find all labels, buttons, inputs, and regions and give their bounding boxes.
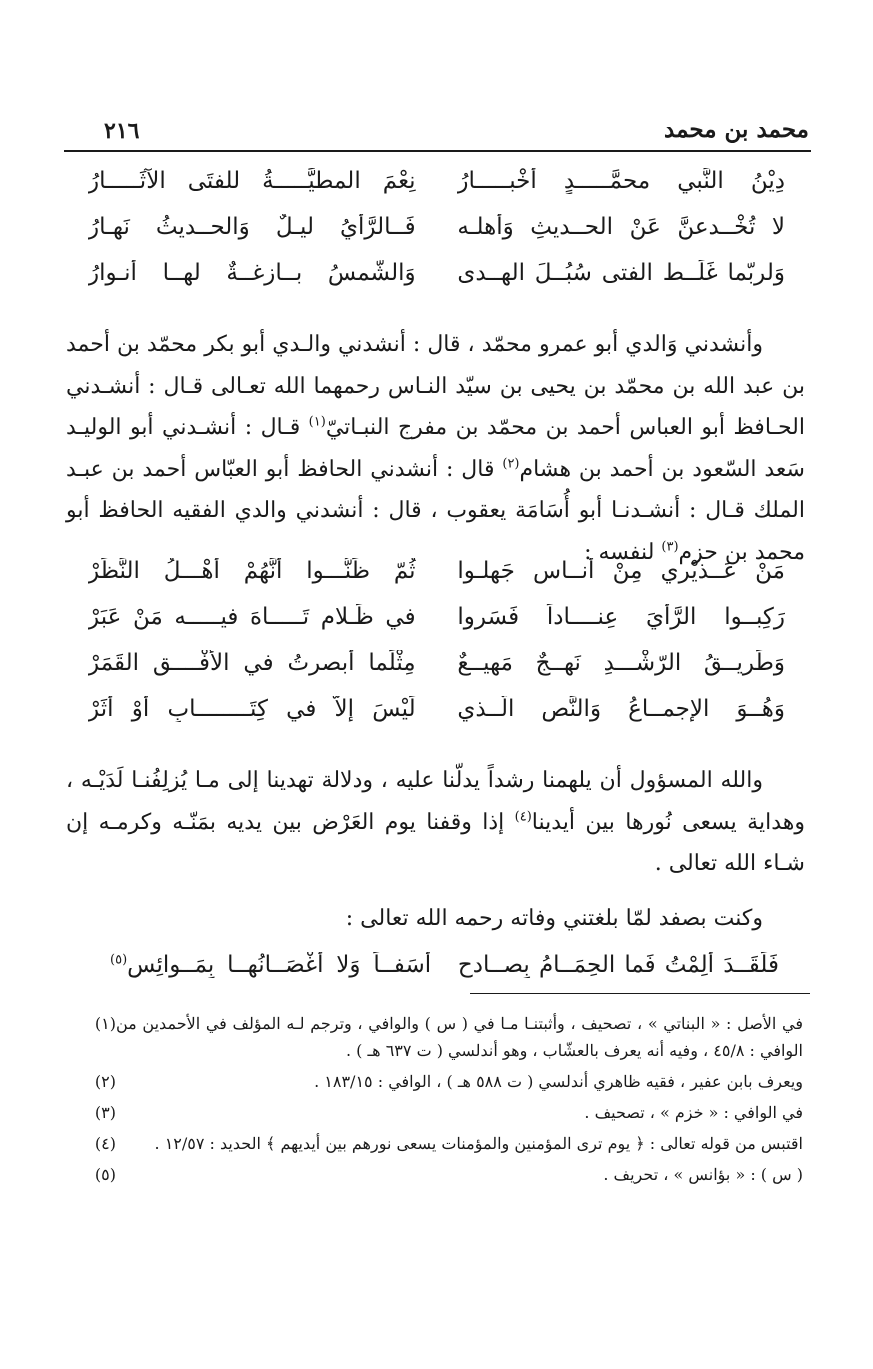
footnote-ref-1[interactable]: (١) [308, 414, 326, 430]
verse-second-hemistich: في ظَـلام تَـــــاهَ فيـــــه مَنْ عَبَرْ [88, 604, 416, 630]
verse-first-hemistich: مَنْ عَــذيْري مِنْ أُنــاسٍ جَهِلـوا [457, 558, 785, 584]
verse-second-hemistich [110, 952, 431, 978]
paragraph-text [66, 324, 805, 573]
verse-second-hemistich: فَــالرَّأيُ ليـلٌ وَالحــديثُ نَهـارُ [88, 214, 416, 240]
paragraph-text [66, 760, 805, 885]
footnote-text: في الأصل : « البناتي » ، تصحيف ، وأثبتنـا مـا في ( س ) والوافي ، وترجم لـه المؤلف في الأحمدين من الوافي : ٤٥/٨ ، وفيه أنه يعرف بالعشّاب ، وهو أندلسي ( ت ٦٣٧ هـ ) . [116, 1014, 803, 1060]
verse-first-hemistich: وَطَريــقُ الرّشْـــدِ نَهــجٌ مَهيــعٌ [457, 650, 785, 676]
footnote-ref-4[interactable]: (٤) [514, 809, 532, 825]
verse-row [88, 696, 785, 742]
footnote [70, 1068, 803, 1095]
verse-block-1 [88, 168, 785, 306]
footnote [70, 1099, 803, 1126]
verse-second-hemistich: ثُمّ ظَنُّـــوا أَنَّهُمْ أَهْـــلُ النَّظَرْ [88, 558, 416, 584]
paragraph-text-segment: والله المسؤول أن يلهمنا رشداً يدلّنا عليه ، ودلالة تهدينا إلى مـا يُزلِفُنـا لَدَيْـه ، وهداية يسعى نُورها بين أيدينا [66, 768, 805, 835]
verse-first-hemistich: وَهُــوَ الإجمــاعُ وَالنَّص الّــذي [457, 696, 785, 722]
footnote-ref-2[interactable]: (٢) [502, 456, 520, 472]
footnote [70, 1161, 803, 1188]
footnotes [70, 1010, 803, 1192]
verse-second-hemistich: وَالشَّمسُ بــازغــةٌ لهــا أنـوارُ [88, 260, 416, 286]
paragraph-text-segment: إذا وقفنا يوم العَرْض بين يديه بمَنّـه وكرمـه إن شـاء الله تعالى . [66, 809, 805, 876]
verse-text: أَسَفــاً وَلا أَغْصَــانُهــا بِمَــوائِسِ [127, 952, 432, 978]
final-verse [110, 952, 779, 978]
footnote-number: (٣) [94, 1103, 116, 1122]
footnote-separator [470, 993, 810, 994]
page-number: ٢١٦ [104, 118, 140, 144]
verse-row [88, 260, 785, 306]
paragraph-isnad [66, 324, 805, 573]
verse-first-hemistich: وَلربّما غَلَــط الفتى سُبُــلَ الهــدى [457, 260, 785, 286]
verse-block-2 [88, 558, 785, 742]
paragraph-text-segment: وأنشدني وَالدي أبو عمرو محمّد ، قال : أنشدني والـدي أبو بكر محمّد بن أحمد بن عبد الله بن محمّد بن يحيى بن سيّد النـاس رحمهما الله تعـالى قـال : أنشـدني الحـافظ أبو العباس أحمد بن محمّد بن مفرج النبـاتيّ [66, 332, 805, 440]
footnote [70, 1130, 803, 1157]
verse-first-hemistich: فَلَقَــدَ أَلِمْتُ فَما الحِمَــامُ بِصــادحٍ [457, 952, 779, 978]
footnote-number: (١) [94, 1014, 116, 1033]
paragraph-prayer [66, 760, 805, 885]
verse-row [88, 214, 785, 260]
footnote-ref-5[interactable]: (٥) [110, 952, 128, 968]
paragraph-safad [66, 898, 805, 940]
verse-row [88, 168, 785, 214]
page-header [64, 112, 811, 152]
footnote-number: (٤) [94, 1134, 116, 1153]
footnote-text: ( س ) : « بؤانس » ، تحريف . [603, 1165, 803, 1184]
running-title: محمد بن محمد [664, 116, 809, 143]
footnote-number: (٢) [94, 1072, 116, 1091]
footnote-text: ويعرف بابن عفير ، فقيه ظاهري أندلسي ( ت ٥٨٨ هـ ) ، الوافي : ١٨٣/١٥ . [314, 1072, 803, 1091]
verse-second-hemistich: نِعْمَ المطيَّـــــةُ للفتَى الآثَـــــارُ [88, 168, 416, 194]
paragraph-text: وكنت بصفد لمّا بلغتني وفاته رحمه الله تعالى : [345, 906, 763, 931]
paragraph-text-segment: قال : أنشدني الحافظ أبو العبّاس أحمد بن عبـد الملك قـال : أنشـدنـا أبو أُسَامَة يعقوب ، قال : أنشدني والدي الفقيه الحافظ أبو محمد بن حزم [66, 456, 805, 565]
footnote-text: في الوافي : « خزم » ، تصحيف . [584, 1103, 803, 1122]
verse-row [88, 558, 785, 604]
verse-row [88, 604, 785, 650]
verse-row [88, 650, 785, 696]
paragraph-text-segment: لنفسه : [584, 539, 662, 565]
verse-first-hemistich: لا تُخْــدعنَّ عَنْ الحــديثِ وَأَهلـه [457, 214, 785, 240]
footnote-ref-3[interactable]: (٣) [661, 539, 679, 555]
paragraph-text-segment: قـال : أنشـدني أبو الوليـد سَعد السّعود بن أحمد بن هشام [66, 415, 805, 482]
verse-second-hemistich: مِثْلَما أبصرتُ في الأفْــــقِ القَمَرْ [88, 650, 416, 676]
verse-first-hemistich: رَكِبــوا الرَّأيَ عِنــــاداً فَسَروا [457, 604, 785, 630]
verse-first-hemistich: دِيْنُ النَّبي محمَّـــــدٍ أخْبـــــارُ [457, 168, 785, 194]
footnote-text: اقتبس من قوله تعالى : ﴿ يوم ترى المؤمنين والمؤمنات يسعى نورهم بين أيديهم ﴾ الحديد : ١٢/٥٧ . [154, 1134, 803, 1153]
footnote-number: (٥) [94, 1165, 116, 1184]
verse-second-hemistich: لَيْسَ إلاّ في كِتَــــــــابٍ أَوْ أَثَرْ [88, 696, 416, 722]
footnote [70, 1010, 803, 1064]
